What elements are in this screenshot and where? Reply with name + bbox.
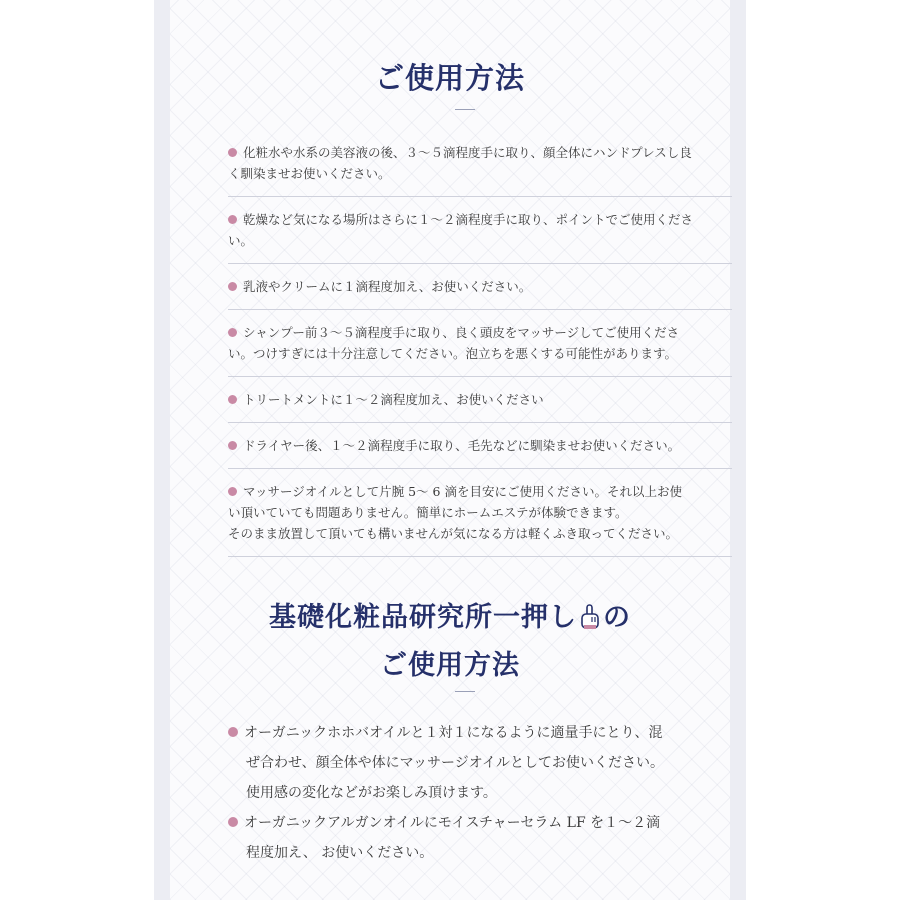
list-item bbox=[228, 377, 732, 423]
section1-divider bbox=[455, 109, 475, 110]
list-item-text: 乳液やクリームに１滴程度加え、お使いください。 bbox=[228, 276, 732, 297]
list-item-text: トリートメントに１〜２滴程度加え、お使いください bbox=[228, 389, 732, 410]
bullet-icon bbox=[228, 282, 237, 291]
list-item bbox=[228, 197, 732, 264]
bullet-icon bbox=[228, 395, 237, 404]
page-frame bbox=[154, 0, 746, 900]
section2-title-suffix: の bbox=[603, 602, 631, 633]
section2-title-line1 bbox=[170, 595, 730, 637]
usage-list bbox=[228, 130, 732, 557]
list-item-text: 使用感の変化などがお楽しみ頂けます。 bbox=[246, 785, 497, 801]
section2-divider bbox=[455, 691, 475, 692]
list-item bbox=[228, 264, 732, 310]
list-item-text: ぜ合わせ、顔全体や体にマッサージオイルとしてお使いください。 bbox=[246, 755, 665, 771]
bullet-icon bbox=[228, 487, 237, 496]
recommended-usage-list bbox=[228, 718, 738, 868]
list-item-text: オーガニックホホバオイルと１対１になるように適量手にとり、混 bbox=[228, 718, 738, 748]
bullet-icon bbox=[228, 215, 237, 224]
list-item bbox=[228, 310, 732, 377]
section2-title-text: 基礎化粧品研究所一押し bbox=[269, 602, 577, 633]
list-item-text: い。つけすぎには十分注意してください。泡立ちを悪くする可能性があります。 bbox=[228, 346, 678, 361]
list-item-text: 乾燥など気になる場所はさらに１〜２滴程度手に取り、ポイントでご使用くださ bbox=[228, 209, 732, 230]
list-item-text: シャンプー前３〜５滴程度手に取り、良く頭皮をマッサージしてご使用くださ bbox=[228, 322, 732, 343]
list-item-text: い頂いていても問題ありません。簡単にホームエステが体験できます。 bbox=[228, 505, 628, 520]
list-item-text: マッサージオイルとして片腕 5〜 6 滴を目安にご使用ください。それ以上お使 bbox=[228, 481, 732, 502]
list-item bbox=[228, 469, 732, 557]
bullet-icon bbox=[228, 328, 237, 337]
bullet-icon bbox=[228, 727, 238, 737]
bullet-icon bbox=[228, 148, 237, 157]
list-item-text: オーガニックアルガンオイルにモイスチャーセラム LF を１〜２滴 bbox=[228, 808, 738, 838]
section2-title-line2: ご使用方法 bbox=[380, 650, 520, 681]
content-card bbox=[170, 0, 730, 900]
list-item-text: ドライヤー後、１〜２滴程度手に取り、毛先などに馴染ませお使いください。 bbox=[228, 435, 732, 456]
list-item-text: 化粧水や水系の美容液の後、３〜５滴程度手に取り、顔全体にハンドプレスし良 bbox=[228, 142, 732, 163]
list-item-text: 程度加え、 お使いください。 bbox=[246, 845, 434, 861]
list-item-text: く馴染ませお使いください。 bbox=[228, 166, 391, 181]
list-item bbox=[228, 130, 732, 197]
bullet-icon bbox=[228, 817, 238, 827]
list-item-text: い。 bbox=[228, 233, 254, 248]
bullet-icon bbox=[228, 441, 237, 450]
list-item-text: そのまま放置して頂いても構いませんが気になる方は軽くふき取ってください。 bbox=[228, 526, 679, 541]
list-item bbox=[228, 423, 732, 469]
section1-title: ご使用方法 bbox=[374, 61, 525, 95]
pointing-finger-icon bbox=[579, 604, 601, 637]
